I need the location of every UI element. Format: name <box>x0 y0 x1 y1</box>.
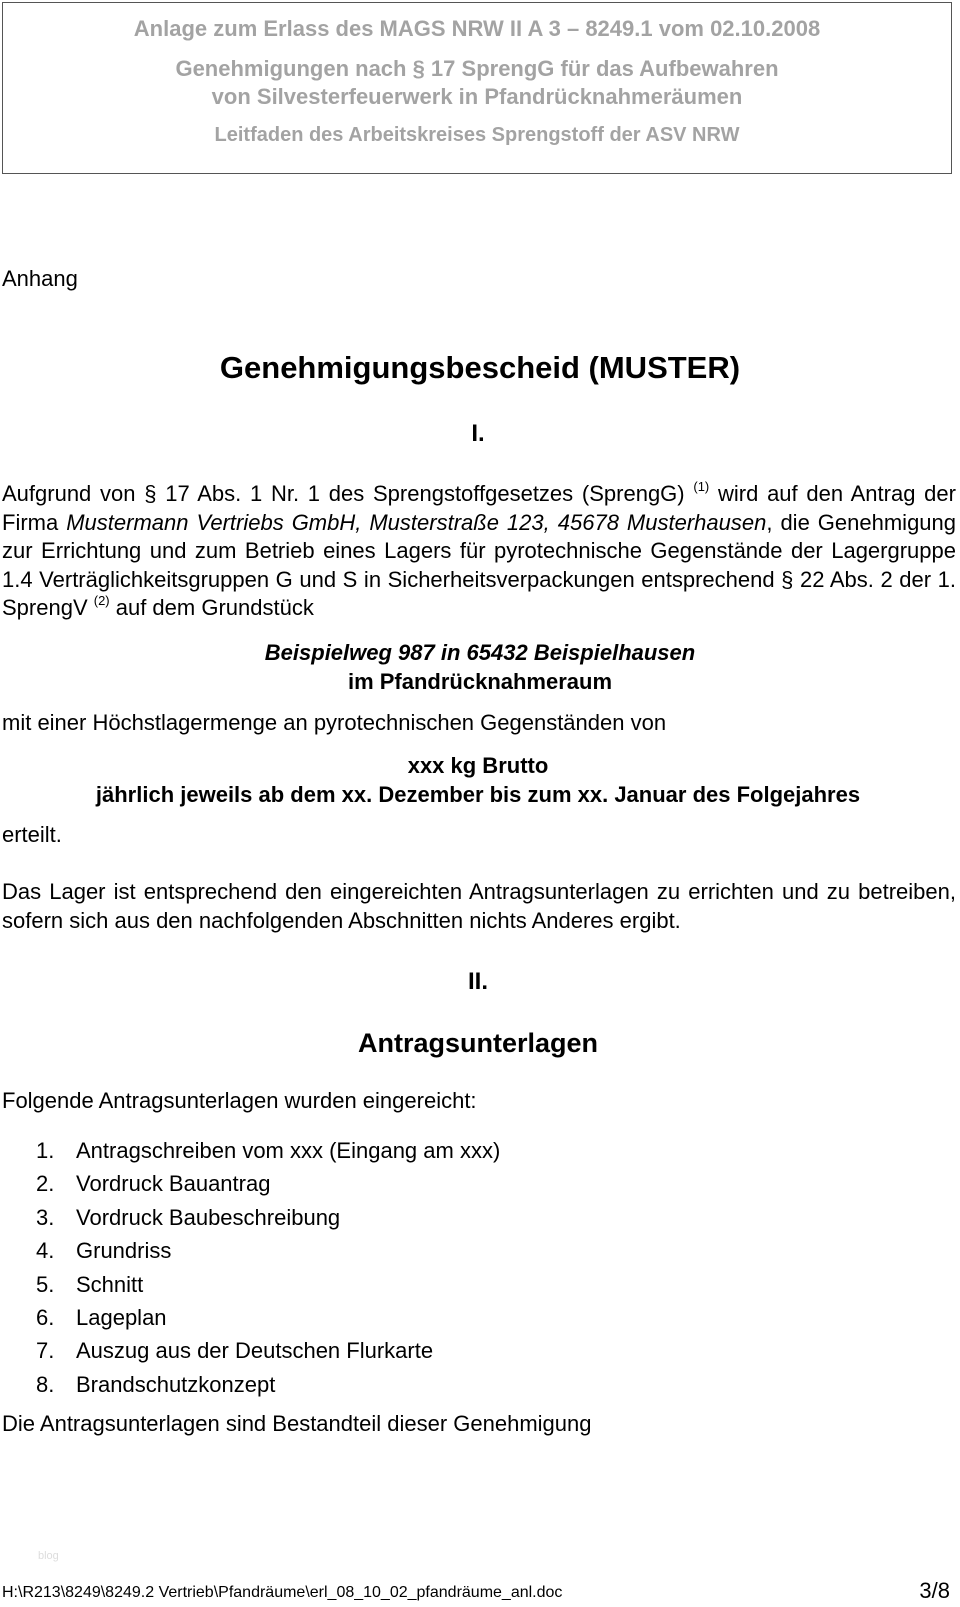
header-decree-line: Anlage zum Erlass des MAGS NRW II A 3 – 8249.1 vom 02.10.2008 <box>133 16 821 41</box>
page-number: 3/8 <box>919 1578 950 1603</box>
documents-intro: Folgende Antragsunterlagen wurden eingereicht: <box>2 1088 477 1113</box>
list-item <box>36 1368 500 1401</box>
list-item-text: Brandschutzkonzept <box>76 1371 276 1397</box>
list-item-number: 3. <box>36 1204 55 1230</box>
company-name: Mustermann Vertriebs GmbH, Musterstraße 123, 45678 Musterhausen <box>66 509 767 535</box>
approval-text-b: wird auf den Antrag der Firma <box>2 481 956 535</box>
granted-text: erteilt. <box>2 822 62 847</box>
list-item <box>36 1334 500 1367</box>
list-item <box>36 1268 500 1301</box>
list-item-number: 6. <box>36 1304 55 1330</box>
list-item-text: Vordruck Baubeschreibung <box>76 1204 341 1230</box>
footnote-ref-2: (2) <box>93 593 110 608</box>
section-2-title: Antragsunterlagen <box>357 1028 599 1058</box>
list-item-text: Lageplan <box>76 1304 167 1330</box>
list-item-text: Grundriss <box>76 1238 172 1264</box>
list-item <box>36 1134 500 1167</box>
header-subject-line2: von Silvesterfeuerwerk in Pfandrücknahmeräumen <box>211 84 743 109</box>
watermark: blog <box>38 1550 59 1562</box>
section-1-numeral: I. <box>471 420 485 447</box>
section-2-numeral: II. <box>467 968 488 995</box>
list-item-number: 8. <box>36 1371 55 1397</box>
header-guideline-line: Leitfaden des Arbeitskreises Sprengstoff der ASV NRW <box>214 124 740 146</box>
property-address <box>0 638 960 696</box>
footer-file-path: H:\R213\8249\8249.2 Vertrieb\Pfandräume\erl_08_10_02_pfandräume_anl.doc <box>2 1584 563 1601</box>
list-item-number: 5. <box>36 1271 55 1297</box>
footnote-ref-1: (1) <box>693 479 710 494</box>
documents-list <box>36 1134 500 1401</box>
operation-paragraph: Das Lager ist entsprechend den eingereichten Antragsunterlagen zu errichten und zu betreiben, sofern sich aus den nachfolgenden Abschnitten nichts Anderes ergibt. <box>2 879 956 933</box>
quantity-block <box>0 751 956 809</box>
list-item-number: 7. <box>36 1338 55 1364</box>
list-item-text: Antragschreiben vom xxx (Eingang am xxx) <box>76 1138 501 1163</box>
quantity-line-1: xxx kg Brutto <box>407 753 549 778</box>
quantity-intro: mit einer Höchstlagermenge an pyrotechnischen Gegenständen von <box>2 710 667 735</box>
approval-text-d: auf dem Grundstück <box>109 595 314 620</box>
approval-paragraph <box>2 480 956 623</box>
address-line-2: im Pfandrücknahmeraum <box>347 669 613 694</box>
header-box <box>2 2 952 174</box>
section-label: Anhang <box>2 266 78 291</box>
list-item-number: 4. <box>36 1238 55 1264</box>
list-item <box>36 1167 500 1200</box>
address-line-1: Beispielweg 987 in 65432 Beispielhausen <box>264 640 696 665</box>
approval-text-a: Aufgrund von § 17 Abs. 1 Nr. 1 des Sprengstoffgesetzes (SprengG) <box>2 481 694 506</box>
header-subject-line1: Genehmigungen nach § 17 SprengG für das Aufbewahren <box>175 56 779 81</box>
header-subject <box>3 55 951 111</box>
list-item-text: Schnitt <box>76 1271 144 1297</box>
list-item <box>36 1234 500 1267</box>
page-title: Genehmigungsbescheid (MUSTER) <box>219 350 741 385</box>
list-item-text: Vordruck Bauantrag <box>76 1171 271 1197</box>
list-item-number: 2. <box>36 1171 55 1197</box>
closing-statement: Die Antragsunterlagen sind Bestandteil dieser Genehmigung <box>2 1411 592 1436</box>
quantity-line-2: jährlich jeweils ab dem xx. Dezember bis zum xx. Januar des Folgejahres <box>95 782 861 807</box>
list-item-number: 1. <box>36 1138 55 1163</box>
list-item <box>36 1201 500 1234</box>
approval-text-c: , die Genehmigung zur Errichtung und zum Betrieb eines Lagers für pyrotechnische Gegenstände der Lagergruppe 1.4 Verträglichkeitsgruppen G und S in Sicherheitsverpackungen entsprechend § 22 Abs. 2 der 1. SprengV <box>2 509 957 620</box>
list-item <box>36 1301 500 1334</box>
list-item-text: Auszug aus der Deutschen Flurkarte <box>76 1338 434 1364</box>
